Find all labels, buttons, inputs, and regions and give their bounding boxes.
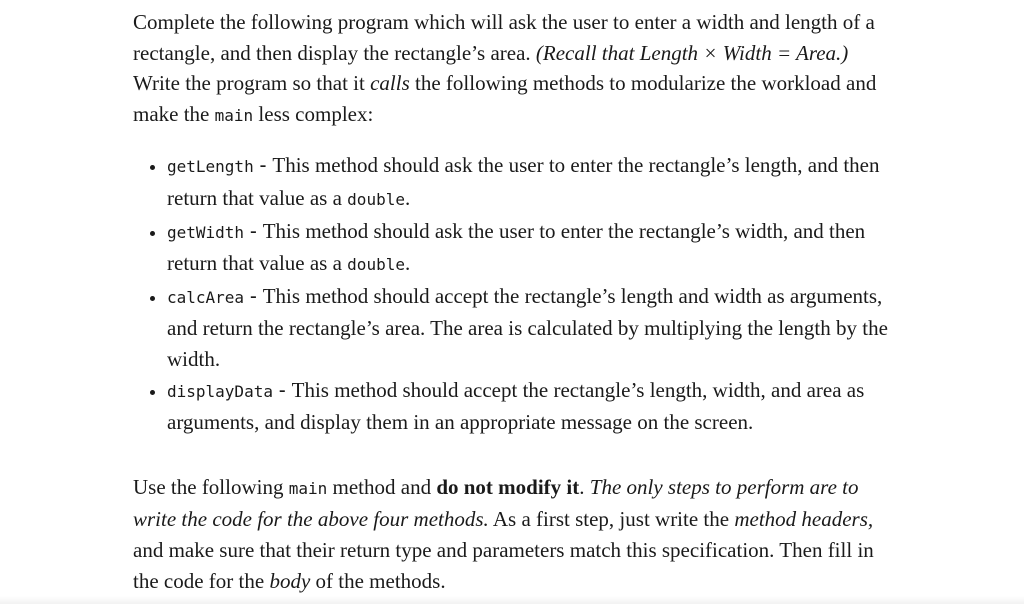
method-separator: - [272, 378, 292, 402]
method-item-calcarea [167, 281, 893, 375]
instructions-text-5: and make sure that their return type and parameters match this specification. Then fill in the code for the [133, 537, 874, 593]
method-name: calcArea [167, 287, 245, 307]
do-not-modify-emphasis: do not modify it [436, 474, 580, 499]
assignment-text [133, 7, 893, 596]
instructions-text-1: Use the following [133, 474, 289, 499]
sentence-end: . [404, 251, 411, 276]
intro-text-2: Write the program so that it [133, 71, 371, 96]
sentence-end: . [404, 185, 411, 210]
return-type-code: double [347, 189, 405, 209]
instructions-text-4: As a first step, just write the [488, 507, 735, 532]
method-item-getwidth [167, 216, 893, 281]
method-description: This method should accept the rectangle’s length, width, and area as arguments, and display them in an appropriate message on the screen. [167, 377, 865, 435]
method-description: This method should ask the user to enter the rectangle’s length, and then return that value as a [167, 153, 880, 210]
main-code: main [288, 478, 328, 498]
calls-emphasis: calls [370, 71, 410, 96]
return-type-code: double [347, 255, 405, 275]
recall-formula: (Recall that Length × Width = Area.) [535, 40, 849, 65]
method-separator: - [244, 284, 263, 308]
method-description: This method should ask the user to enter the rectangle’s width, and then return that value as a [167, 218, 866, 276]
instructions-text-6: of the methods. [310, 568, 446, 593]
instructions-text-3: . [579, 474, 590, 499]
method-item-displaydata [167, 375, 893, 438]
method-separator: - [244, 219, 263, 243]
intro-text-1: Complete the following program which will ask the user to enter a width and length of a rectangle, and then display the rectangle’s area. [133, 10, 875, 65]
method-description: This method should accept the rectangle’s length and width as arguments, and return the rectangle’s area. The area is calculated by multiplying the length by the width. [167, 283, 888, 371]
main-code: main [214, 105, 254, 125]
method-name: getWidth [167, 222, 245, 242]
only-steps-emphasis: The only steps to perform are to write the code for the above four methods. [133, 474, 859, 532]
method-name: getLength [167, 157, 254, 177]
method-headers-emphasis: method headers, [734, 507, 874, 532]
intro-text-4: less complex: [253, 101, 374, 126]
intro-paragraph [133, 7, 893, 131]
method-separator: - [253, 154, 273, 178]
instructions-paragraph [133, 472, 893, 596]
body-emphasis: body [269, 568, 311, 593]
intro-text-3: the following methods to modularize the workload and make the [133, 71, 877, 126]
method-name: displayData [167, 381, 273, 401]
method-item-getlength [167, 150, 893, 215]
method-list [133, 150, 893, 437]
instructions-text-2: method and [327, 474, 437, 499]
bottom-fade [0, 596, 1024, 604]
